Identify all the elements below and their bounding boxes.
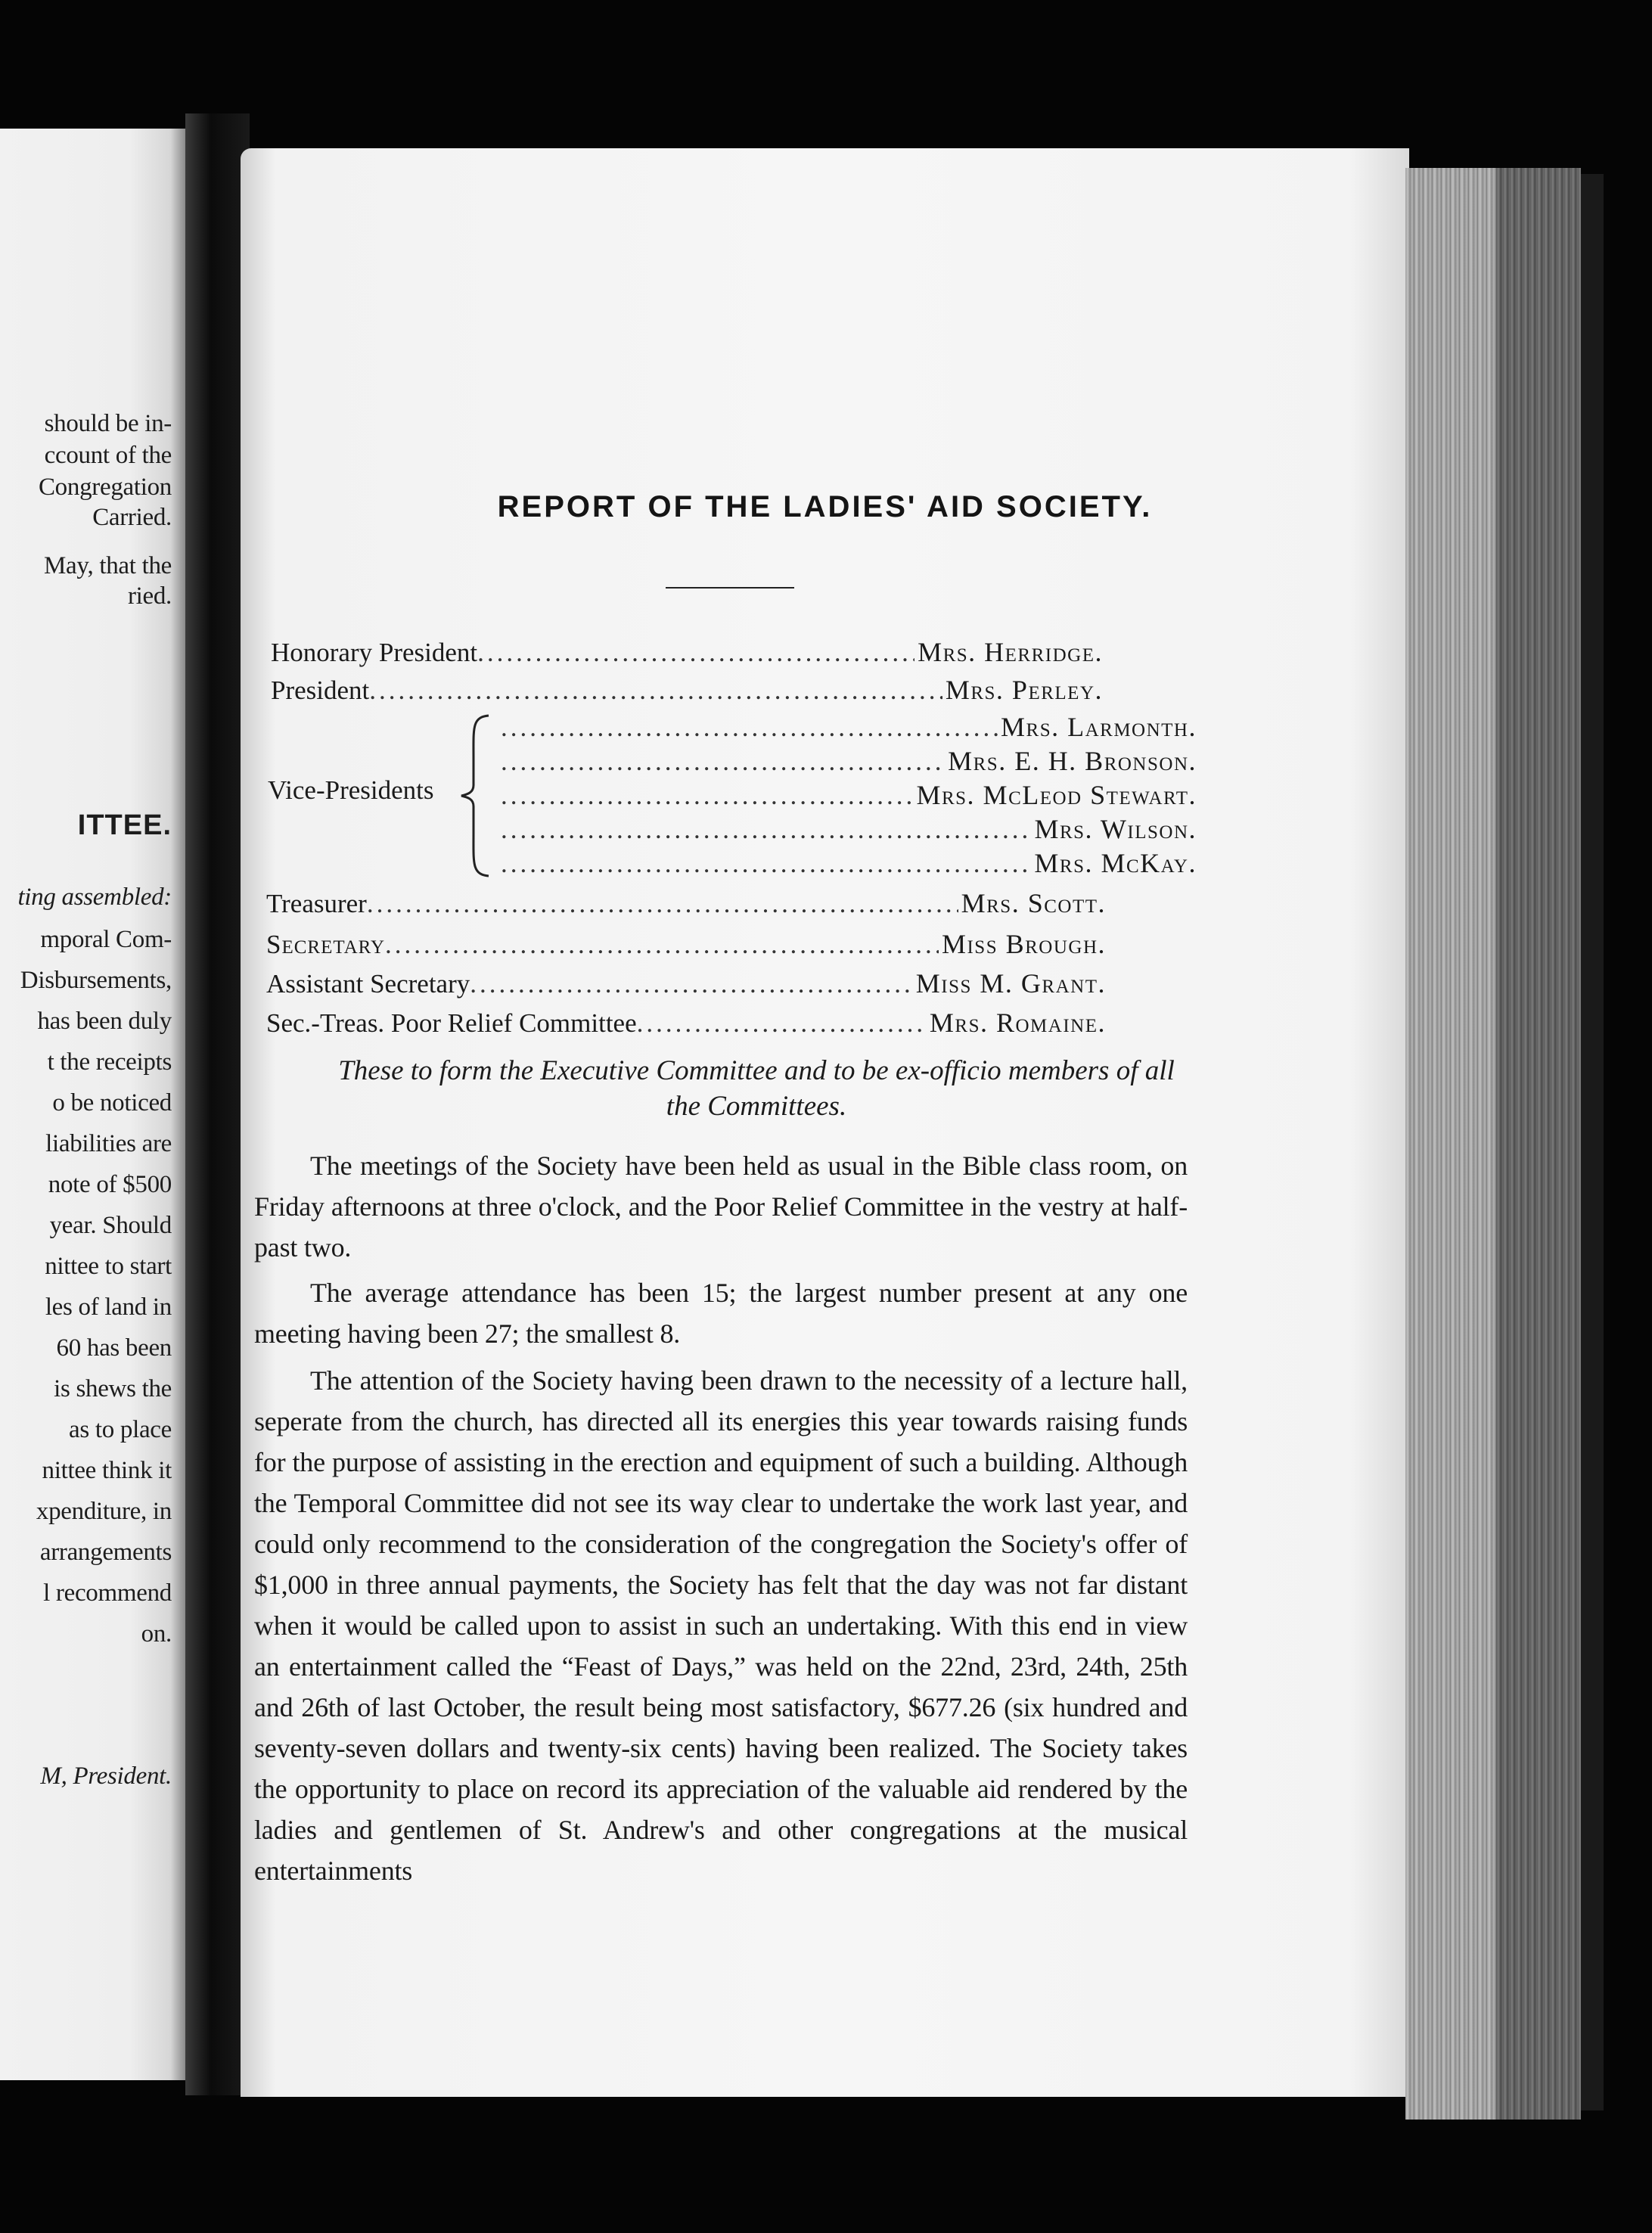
facing-line: note of $500 xyxy=(48,1171,172,1198)
facing-line: xpenditure, in xyxy=(36,1498,172,1525)
vice-president-name: Mrs. McLeod Stewart. xyxy=(916,780,1197,810)
leader-dots xyxy=(501,812,1031,848)
leader-dots xyxy=(367,886,958,922)
facing-line: Congregation xyxy=(38,474,172,501)
facing-line: May, that the xyxy=(44,552,172,579)
leader-dots xyxy=(385,927,939,963)
facing-line: year. Should xyxy=(49,1212,172,1239)
officer-row xyxy=(266,926,1106,962)
facing-line: mporal Com- xyxy=(40,926,172,953)
report-title: REPORT OF THE LADIES' AID SOCIETY. xyxy=(497,490,1153,523)
title-rule xyxy=(666,587,794,589)
facing-line: arrangements xyxy=(39,1539,172,1566)
leader-dots xyxy=(637,1005,927,1042)
officer-name: Mrs. Perley. xyxy=(945,675,1103,705)
facing-line: Disbursements, xyxy=(20,967,172,994)
vice-president-row xyxy=(501,743,1197,779)
facing-line: Carried. xyxy=(92,504,172,531)
officer-role: Assistant Secretary xyxy=(266,969,470,998)
vice-president-name: Mrs. McKay. xyxy=(1034,848,1197,878)
officer-role: Honorary President xyxy=(271,638,478,667)
facing-line: ting assembled: xyxy=(17,884,172,911)
facing-line: ried. xyxy=(127,582,172,610)
leader-dots xyxy=(477,635,914,671)
officer-name: Mrs. Romaine. xyxy=(929,1008,1106,1038)
officer-role: Secretary xyxy=(266,930,386,959)
facing-page xyxy=(0,129,185,2080)
vice-president-row xyxy=(501,811,1197,847)
facing-line: liabilities are xyxy=(45,1130,172,1157)
officer-row xyxy=(266,885,1106,921)
vice-president-row xyxy=(501,709,1197,745)
report-paragraph: The attention of the Society having been drawn to the necessity of a lecture hall, seperate from the church, has directed all its energies this year towards raising funds for the purpose of assisting in the erection and equipment of such a building. Although the Temporal Committee did not see its way clear to undertake the work last year, and could only recommend to the consideration of the congregation the Society's offer of $1,000 in three annual payments, the Society has felt that the day was not far distant when it would be called upon to assist in such an undertaking. With this end in view an entertainment called the “Feast of Days,” was held on the 22nd, 23rd, 24th, 25th and 26th of last October, the result being most satisfactory, $677.26 (six hundred and seventy-seven dollars and twenty-six cents) having been realized. The Society takes the opportunity to place on record its appreciation of the valuable aid rendered by the ladies and gentlemen of St. Andrew's and other congregations at the musical entertainments xyxy=(254,1365,1188,1886)
leader-dots xyxy=(501,846,1031,882)
officer-row xyxy=(266,965,1106,1002)
report-paragraph: The meetings of the Society have been held as usual in the Bible class room, on Friday afternoons at three o'clock, and the Poor Relief Committee in the vestry at half-past two. xyxy=(254,1151,1188,1262)
facing-line: les of land in xyxy=(45,1294,172,1321)
facing-heading: ITTEE. xyxy=(77,809,172,841)
facing-line: l recommend xyxy=(43,1579,172,1607)
facing-line: nittee to start xyxy=(45,1253,172,1280)
leader-dots xyxy=(501,710,998,746)
officer-row xyxy=(271,634,1103,670)
vice-president-name: Mrs. Wilson. xyxy=(1034,814,1197,844)
page-edges xyxy=(1405,168,1581,2120)
facing-line: on. xyxy=(141,1620,172,1648)
facing-line: o be noticed xyxy=(52,1089,172,1116)
vice-president-row xyxy=(501,845,1197,881)
facing-line: as to place xyxy=(69,1416,172,1443)
officer-name: Miss Brough. xyxy=(941,929,1106,959)
officer-name: Mrs. Scott. xyxy=(961,888,1106,918)
officer-name: Mrs. Herridge. xyxy=(918,637,1103,667)
facing-line: 60 has been xyxy=(56,1334,172,1362)
facing-line: M, President. xyxy=(40,1762,172,1790)
officer-role: President xyxy=(271,675,370,705)
leader-dots xyxy=(501,778,913,814)
officer-row xyxy=(266,1005,1106,1041)
facing-line: nittee think it xyxy=(42,1457,172,1484)
facing-line: t the receipts xyxy=(47,1048,172,1076)
officer-name: Miss M. Grant. xyxy=(915,968,1106,998)
vice-president-name: Mrs. E. H. Bronson. xyxy=(948,746,1197,776)
leader-dots xyxy=(501,744,945,780)
leader-dots xyxy=(470,966,913,1002)
book-binding xyxy=(1581,174,1604,2110)
vice-presidents-label: Vice-Presidents xyxy=(268,775,434,805)
facing-line: is shews the xyxy=(54,1375,172,1402)
brace-icon xyxy=(458,713,492,879)
officer-role: Treasurer xyxy=(266,889,367,918)
officer-row xyxy=(271,672,1103,708)
facing-line: should be in- xyxy=(44,410,172,437)
report-paragraph: The average attendance has been 15; the largest number present at any one meeting having been 27; the smallest 8. xyxy=(254,1278,1188,1349)
vice-president-row xyxy=(501,777,1197,813)
leader-dots xyxy=(369,672,942,709)
officer-role: Sec.-Treas. Poor Relief Committee xyxy=(266,1008,637,1038)
facing-line: ccount of the xyxy=(44,442,172,469)
executive-note: These to form the Executive Committee and to be ex-officio members of all the Committees. xyxy=(338,1055,1175,1122)
vice-president-name: Mrs. Larmonth. xyxy=(1001,712,1197,742)
facing-line: has been duly xyxy=(37,1008,172,1035)
